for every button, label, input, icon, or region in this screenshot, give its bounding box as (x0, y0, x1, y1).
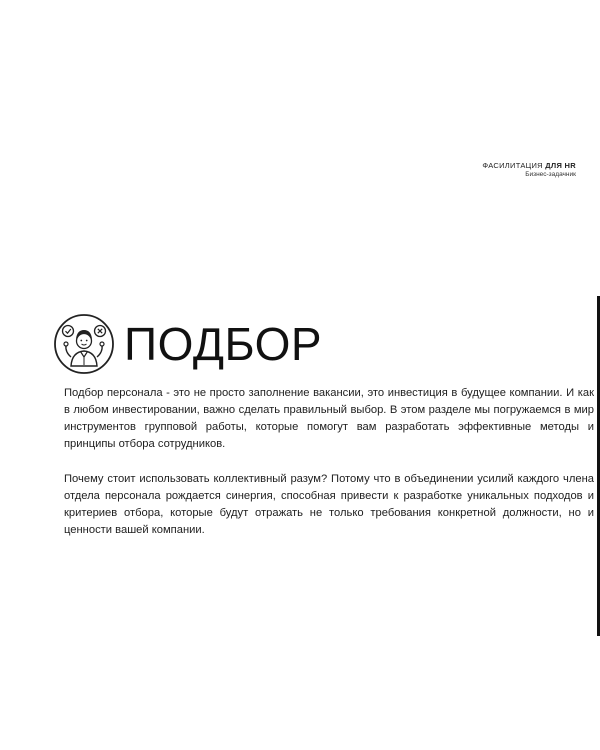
section-body (64, 385, 594, 557)
section-header (52, 290, 322, 398)
collective-paragraph: Почему стоит использовать коллективный разум? Потому что в объединении усилий каждого члена отдела персонала рождается синергия, способная привести к разработке уникальных подходов и критериев отбора, которые будут отражать не только требования конкретной должности, но и ценности вашей компании. (64, 473, 594, 536)
brand-line (482, 162, 576, 171)
header-tag (482, 162, 576, 178)
brand-prefix: ФАСИЛИТАЦИЯ (482, 161, 543, 170)
brand-subtitle: Бизнес-задачник (525, 170, 576, 178)
page-title: ПОДБОР (124, 317, 323, 370)
intro-paragraph: Подбор персонала - это не просто заполнение вакансии, это инвестиция в будущее компании. И как в любом инвестировании, важно сделать правильный выбор. В этом разделе мы погружаемся в мир инструментов групповой работы, которые помогут вам разработать эффективные методы и принципы отбора сотрудников. (64, 387, 594, 450)
brand-bold: ДЛЯ HR (545, 161, 576, 170)
recruiter-person-icon (52, 312, 116, 376)
